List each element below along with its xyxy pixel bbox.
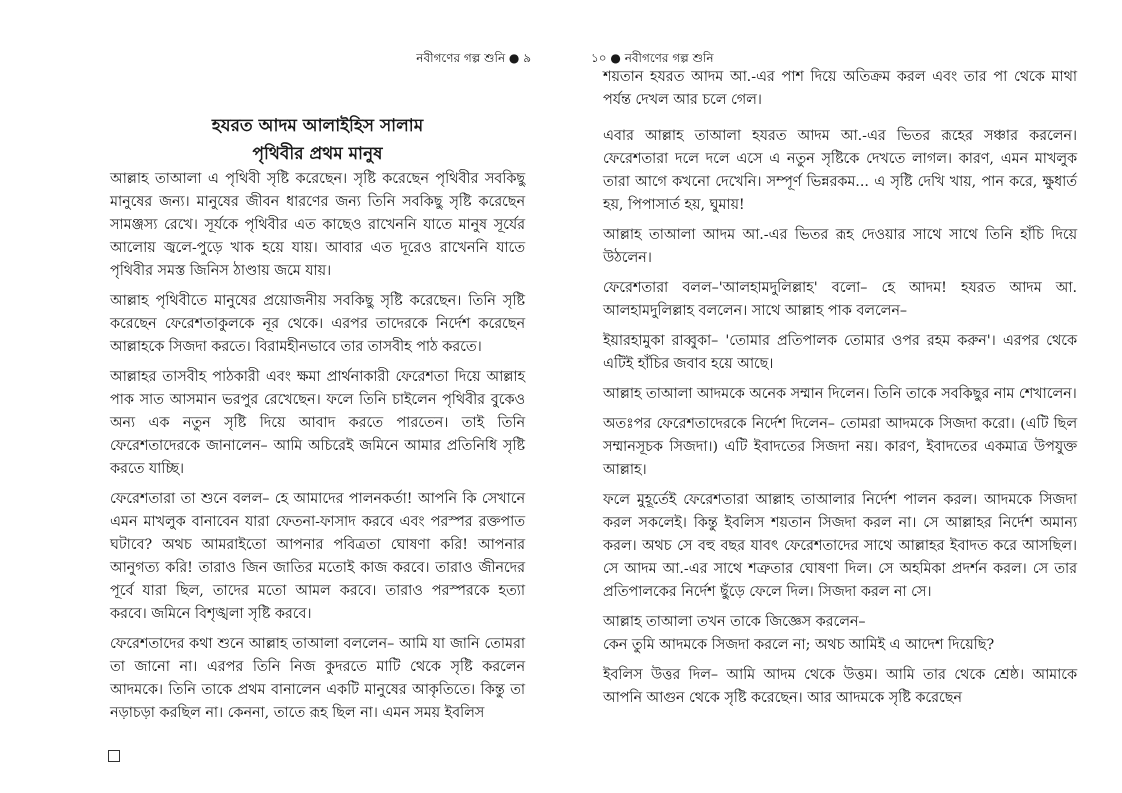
paragraph: আল্লাহ পৃথিবীতে মানুষের প্রয়োজনীয় সবকিছু সৃষ্টি করেছেন। তিনি সৃষ্টি করেছেন ফেরেশতাকুলকে নূর থেকে। এরপর তাদেরকে নির্দেশ করেছেন আল্লাহকে সিজদা করতে। বিরামহীনভাবে তার তাসবীহ পাঠ করতে। [110,293,525,355]
left-body-text [110,168,525,732]
chapter-subtitle: পৃথিবীর প্রথম মানুষ [252,144,383,164]
paragraph: ইবলিস উত্তর দিল– আমি আদম থেকে উত্তম। আমি তার থেকে শ্রেষ্ঠ। আমাকে আপনি আগুন থেকে সৃষ্টি করেছেন। আর আদমকে সৃষ্টি করেছেন [603,667,1077,706]
paragraph: আল্লাহ তাআলা আদমকে অনেক সম্মান দিলেন। তিনি তাকে সবকিছুর নাম শেখালেন। [603,386,1077,402]
paragraph: ইয়ারহামুকা রাব্বুকা– 'তোমার প্রতিপালক তোমার ওপর রহম করুন'। এরপর থেকে এটিই হাঁচির জবাব হয়ে আছে। [603,333,1077,372]
right-body-text [603,66,1077,717]
paragraph: আল্লাহ তাআলা এ পৃথিবী সৃষ্টি করেছেন। সৃষ্টি করেছেন পৃথিবীর সবকিছু মানুষের জন্য। মানুষের জীবন ধারণের জন্য তিনি সবকিছু সৃষ্টি করেছেন সামঞ্জস্য রেখে। সূর্যকে পৃথিবীর এত কাছেও রাখেননি যাতে মানুষ সূর্যের আলোয় জ্বলে-পুড়ে খাক হয়ে যায়। আবার এত দূরেও রাখেননি যাতে পৃথিবীর সমস্ত জিনিস ঠাণ্ডায় জমে যায়। [110,171,525,279]
right-running-header: ১০ ● নবীগণের গল্প শুনি [591,51,714,65]
page-corner-box [108,750,120,762]
left-running-header: নবীগণের গল্প শুনি ● ৯ [416,51,531,65]
paragraph: ফেরেশতারা বলল–'আলহামদুলিল্লাহ' বলো– হে আদম! হযরত আদম আ. আলহামদুলিল্লাহ বললেন। সাথে আল্লাহ পাক বললেন– [603,280,1077,319]
paragraph: আল্লাহর তাসবীহ পাঠকারী এবং ক্ষমা প্রার্থনাকারী ফেরেশতা দিয়ে আল্লাহ পাক সাত আসমান ভরপুর রেখেছেন। ফলে তিনি চাইলেন পৃথিবীর বুকেও অন্য এক নতুন সৃষ্টি দিয়ে আবাদ করতে পারতেন। তাই তিনি ফেরেশতাদেরকে জানালেন– আমি অচিরেই জমিনে আমার প্রতিনিধি সৃষ্টি করতে যাচ্ছি। [110,369,525,477]
paragraph: আল্লাহ তাআলা আদম আ.-এর ভিতর রূহ দেওয়ার সাথে সাথে তিনি হাঁচি দিয়ে উঠলেন। [603,227,1077,266]
paragraph: অতঃপর ফেরেশতাদেরকে নির্দেশ দিলেন– তোমরা আদমকে সিজদা করো। (এটি ছিল সম্মানসূচক সিজদা।) এটি ইবাদতের সিজদা নয়। কারণ, ইবাদতের একমাত্র উপযুক্ত আল্লাহ। [603,416,1077,478]
paragraph: শয়তান হযরত আদম আ.-এর পাশ দিয়ে অতিক্রম করল এবং তার পা থেকে মাথা পর্যন্ত দেখল আর চলে গেল। [603,69,1077,108]
paragraph: এবার আল্লাহ তাআলা হযরত আদম আ.-এর ভিতর রূহের সঞ্চার করলেন। ফেরেশতারা দলে দলে এসে এ নতুন সৃষ্টিকে দেখতে লাগল। কারণ, এমন মাখলুক তারা আগে কখনো দেখেনি। সম্পূর্ণ ভিন্নরকম... এ সৃষ্টি দেখি খায়, পান করে, ক্ষুধার্ত হয়, পিপাসার্ত হয়, ঘুমায়! [603,128,1077,213]
right-page [561,0,1122,793]
paragraph: আল্লাহ তাআলা তখন তাকে জিজ্ঞেস করলেন– [603,614,866,630]
paragraph: ফলে মুহূর্তেই ফেরেশতারা আল্লাহ তাআলার নির্দেশ পালন করল। আদমকে সিজদা করল সকলেই। কিন্তু ইবলিস শয়তান সিজদা করল না। সে আল্লাহর নির্দেশ অমান্য করল। অথচ সে বহু বছর যাবৎ ফেরেশতাদের সাথে আল্লাহর ইবাদত করে আসছিল। সে আদম আ.-এর সাথে শত্রুতার ঘোষণা দিল। সে অহমিকা প্রদর্শন করল। সে তার প্রতিপালকের নির্দেশ ছুঁড়ে ফেলে দিল। সিজদা করল না সে। [603,492,1077,600]
chapter-title: হযরত আদম আলাইহিস সালাম [211,116,424,136]
paragraph: কেন তুমি আদমকে সিজদা করলে না; অথচ আমিই এ আদেশ দিয়েছি? [603,637,995,653]
chapter-heading [110,112,525,168]
paragraph: ফেরেশতাদের কথা শুনে আল্লাহ তাআলা বললেন– আমি যা জানি তোমরা তা জানো না। এরপর তিনি নিজ কুদরতে মাটি থেকে সৃষ্টি করলেন আদমকে। তিনি তাকে প্রথম বানালেন একটি মানুষের আকৃতিতে। কিন্তু তা নড়াচড়া করছিল না। কেননা, তাতে রূহ ছিল না। এমন সময় ইবলিস [110,636,525,721]
paragraph: ফেরেশতারা তা শুনে বলল– হে আমাদের পালনকর্তা! আপনি কি সেখানে এমন মাখলুক বানাবেন যারা ফেতনা-ফাসাদ করবে এবং পরস্পর রক্তপাত ঘটাবে? অথচ আমরাইতো আপনার পবিত্রতা ঘোষণা করি! আপনার আনুগত্য করি! তারাও জিন জাতির মতোই কাজ করবে। তারাও জীনদের পূর্বে যারা ছিল, তাদের মতো আমল করবে। তারাও পরস্পরকে হত্যা করবে। জমিনে বিশৃঙ্খলা সৃষ্টি করবে। [110,491,525,622]
